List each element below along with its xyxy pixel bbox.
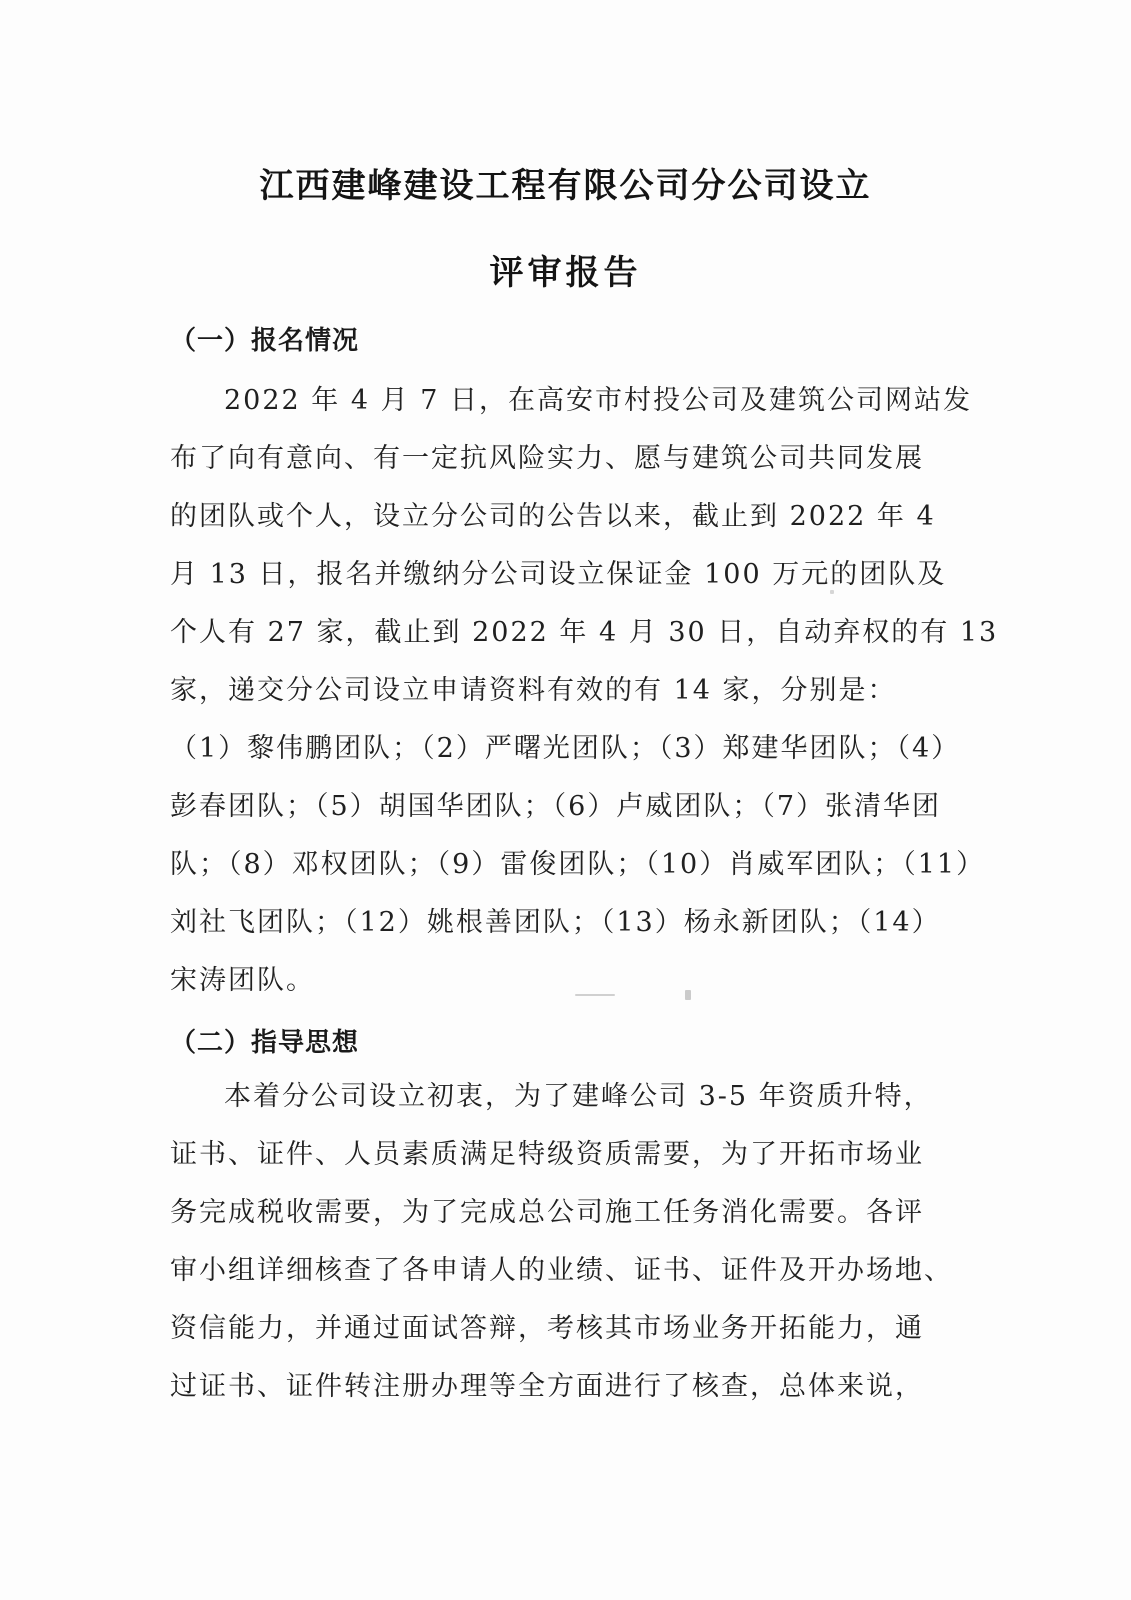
scan-speck	[575, 994, 615, 996]
section-heading-guiding-principle: （二）指导思想	[170, 1028, 360, 1058]
paragraph-line: 布了向有意向、有一定抗风险实力、愿与建筑公司共同发展	[170, 443, 924, 474]
scan-speck	[685, 990, 691, 1000]
section-body-guiding-principle	[170, 1068, 960, 1416]
paragraph-line: 过证书、证件转注册办理等全方面进行了核查，总体来说，	[170, 1371, 924, 1402]
paragraph-line: 本着分公司设立初衷，为了建峰公司 3-5 年资质升特，	[224, 1081, 933, 1112]
paragraph-line: 个人有 27 家，截止到 2022 年 4 月 30 日，自动弃权的有 13	[170, 617, 999, 648]
paragraph-line: 务完成税收需要，为了完成总公司施工任务消化需要。各评	[170, 1197, 924, 1228]
paragraph-line: 的团队或个人，设立分公司的公告以来，截止到 2022 年 4	[170, 501, 936, 532]
paragraph-line: 2022 年 4 月 7 日，在高安市村投公司及建筑公司网站发	[224, 385, 972, 416]
paragraph-line: 资信能力，并通过面试答辩，考核其市场业务开拓能力，通	[170, 1313, 924, 1344]
section-heading-registration: （一）报名情况	[170, 326, 360, 356]
document-title-line-2: 评审报告	[489, 253, 642, 293]
section-body-registration	[170, 372, 999, 1010]
paragraph-line: 月 13 日，报名并缴纳分公司设立保证金 100 万元的团队及	[170, 559, 947, 590]
paragraph-line: 刘社飞团队；（12）姚根善团队；（13）杨永新团队；（14）	[170, 907, 941, 938]
paragraph-line: 证书、证件、人员素质满足特级资质需要，为了开拓市场业	[170, 1139, 924, 1170]
paragraph-line: 审小组详细核查了各申请人的业绩、证书、证件及开办场地、	[170, 1255, 953, 1286]
paragraph-line: 家，递交分公司设立申请资料有效的有 14 家，分别是：	[170, 675, 897, 706]
scan-speck	[830, 590, 834, 594]
paragraph-line: （1）黎伟鹏团队；（2）严曙光团队；（3）郑建华团队；（4）	[170, 733, 961, 764]
paragraph-line: 宋涛团队。	[170, 965, 315, 996]
document-title-line-1: 江西建峰建设工程有限公司分公司设立	[259, 166, 872, 206]
paragraph-line: 彭春团队；（5）胡国华团队；（6）卢威团队；（7）张清华团	[170, 791, 942, 822]
paragraph-line: 队；（8）邓权团队；（9）雷俊团队；（10）肖威军团队；（11）	[170, 849, 986, 880]
